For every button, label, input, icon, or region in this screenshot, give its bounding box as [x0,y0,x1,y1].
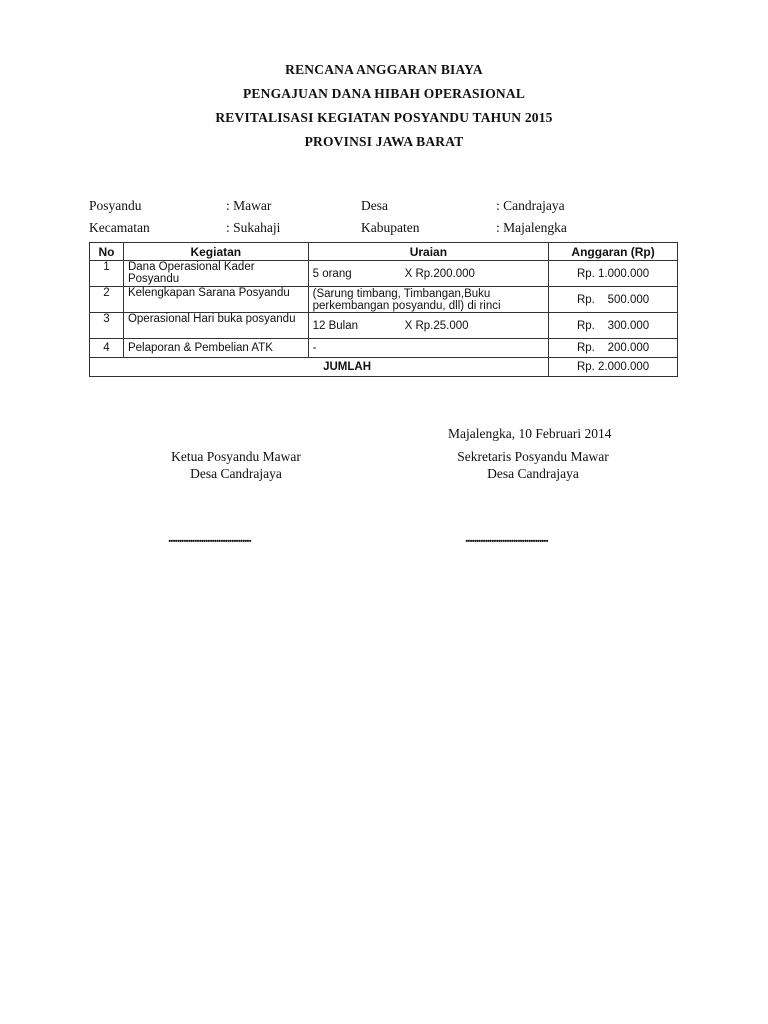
right-signature-line: ...................................... [465,530,548,545]
title-line-2: PENGAJUAN DANA HIBAH OPERASIONAL [242,86,526,101]
left-signatory-title: Ketua Posyandu Mawar [171,449,301,464]
header-no: No [90,243,124,261]
cell-uraian: - [308,339,549,358]
kecamatan-value: : Sukahaji [226,220,281,235]
desa-label: Desa [361,198,388,213]
table-header-row [90,243,678,261]
total-value: Rp. 2.000.000 [549,358,678,377]
uraian-qty: 5 orang [312,267,352,280]
header-uraian: Uraian [308,243,549,261]
header-kegiatan: Kegiatan [123,243,308,261]
uraian-rate: X Rp.25.000 [404,319,469,332]
cell-uraian [308,261,549,287]
posyandu-label: Posyandu [89,198,142,213]
document-title [0,58,768,154]
table-total-row [90,358,678,377]
cell-anggaran: Rp. 200.000 [549,339,678,358]
left-signature-line: ...................................... [168,530,251,545]
cell-uraian: (Sarung timbang, Timbangan,Buku perkembangan posyandu, dll) di rinci [308,287,549,313]
table-row [90,287,678,313]
kabupaten-label: Kabupaten [361,220,420,235]
right-signatory-sub: Desa Candrajaya [487,466,579,481]
header-anggaran: Anggaran (Rp) [549,243,678,261]
cell-no: 1 [90,261,124,287]
cell-anggaran: Rp. 1.000.000 [549,261,678,287]
uraian-qty: 12 Bulan [312,319,359,332]
cell-kegiatan: Kelengkapan Sarana Posyandu [123,287,308,313]
cell-kegiatan: Operasional Hari buka posyandu [123,313,308,339]
cell-no: 4 [90,339,124,358]
cell-no: 3 [90,313,124,339]
cell-uraian [308,313,549,339]
cell-kegiatan: Dana Operasional Kader Posyandu [123,261,308,287]
kecamatan-label: Kecamatan [89,220,150,235]
total-label: JUMLAH [90,358,549,377]
cell-anggaran: Rp. 300.000 [549,313,678,339]
left-signatory-sub: Desa Candrajaya [190,466,282,481]
table-row [90,261,678,287]
budget-table [89,242,678,377]
title-line-4: PROVINSI JAWA BARAT [304,134,464,149]
desa-value: : Candrajaya [496,198,565,213]
table-row [90,339,678,358]
title-line-1: RENCANA ANGGARAN BIAYA [285,62,483,77]
uraian-rate: X Rp.200.000 [404,267,475,280]
cell-anggaran: Rp. 500.000 [549,287,678,313]
cell-kegiatan: Pelaporan & Pembelian ATK [123,339,308,358]
right-signatory-title: Sekretaris Posyandu Mawar [457,449,609,464]
place-date: Majalengka, 10 Februari 2014 [448,426,612,441]
title-line-3: REVITALISASI KEGIATAN POSYANDU TAHUN 2015 [215,110,553,125]
posyandu-value: : Mawar [226,198,272,213]
kabupaten-value: : Majalengka [496,220,567,235]
cell-no: 2 [90,287,124,313]
table-row [90,313,678,339]
